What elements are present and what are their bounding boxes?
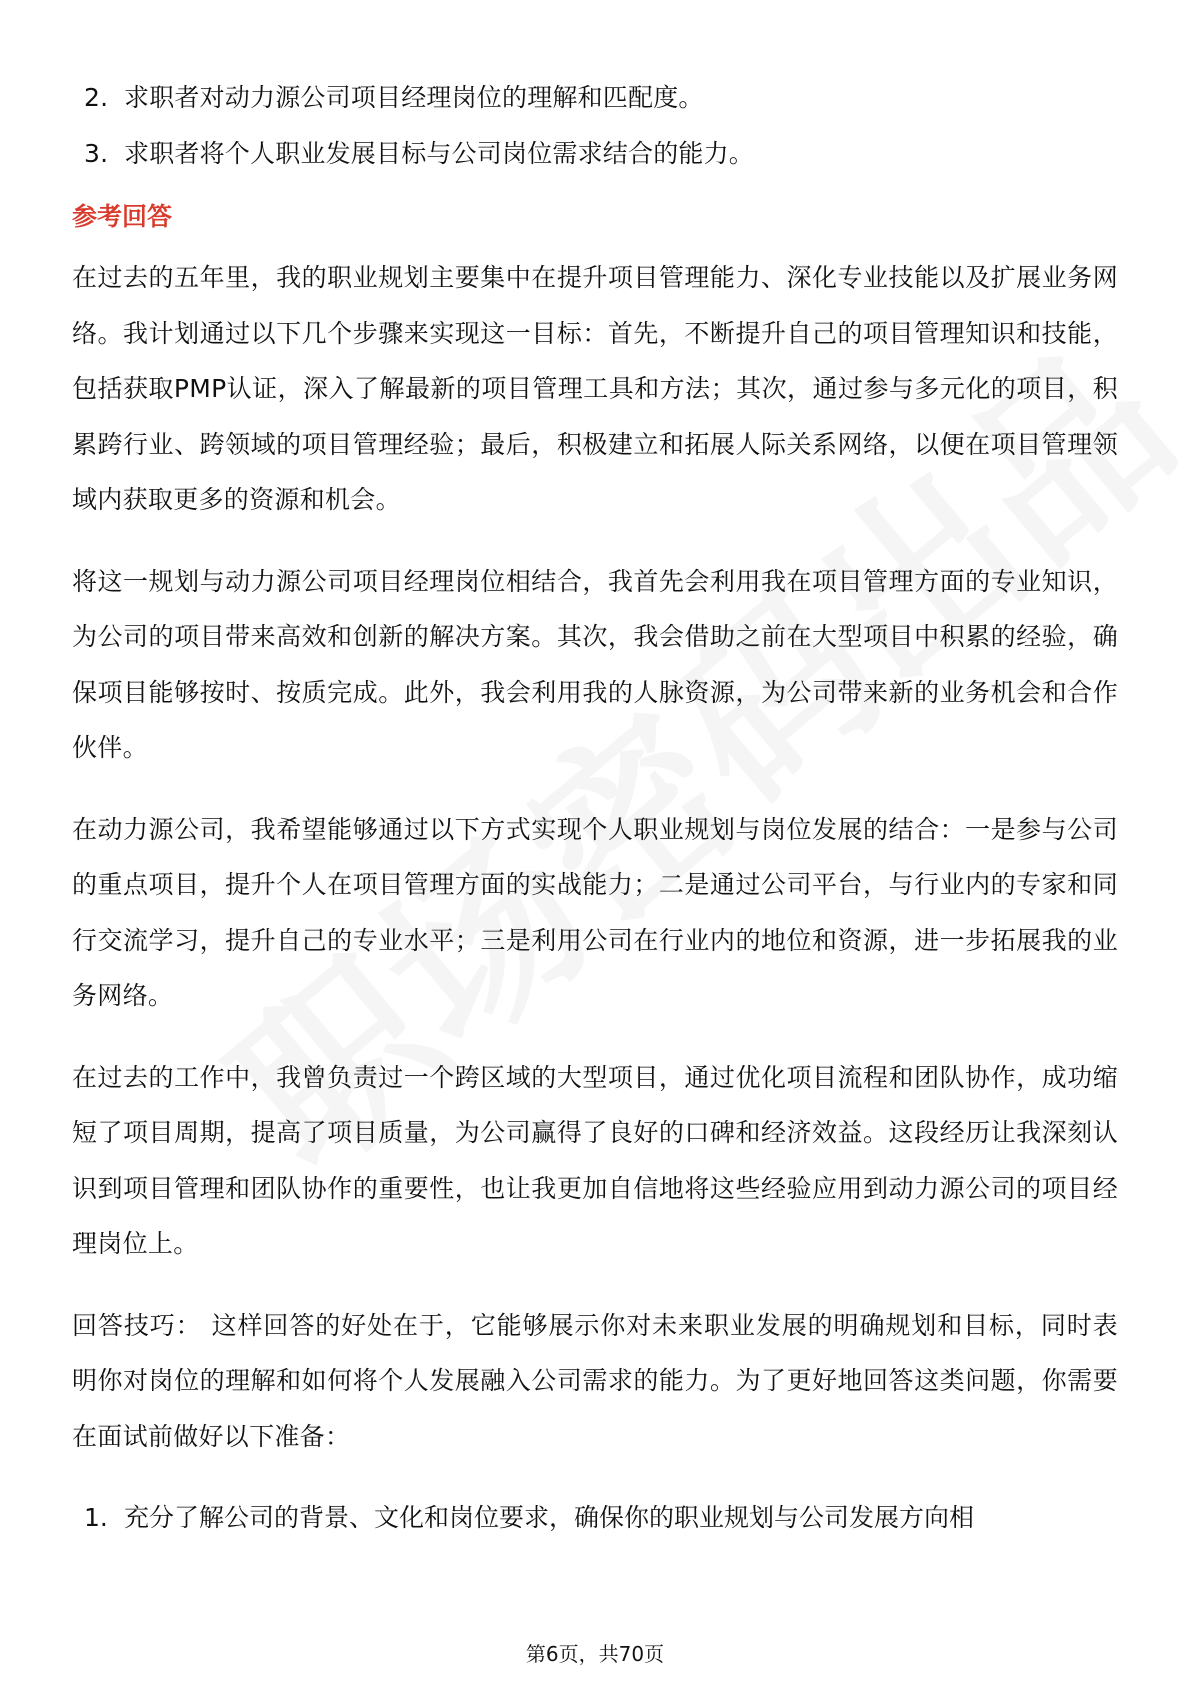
- list-item-text: 求职者对动力源公司项目经理岗位的理解和匹配度。: [124, 83, 704, 112]
- preparation-list: [72, 1490, 1118, 1545]
- evaluation-points-list: [72, 70, 1118, 182]
- page-number-footer: 第6页，共70页: [525, 1642, 665, 1666]
- answer-paragraph: 在过去的工作中，我曾负责过一个跨区域的大型项目，通过优化项目流程和团队协作，成功缩短了项目周期，提高了项目质量，为公司赢得了良好的口碑和经济效益。这段经历让我深刻认识到项目管理和团队协作的重要性，也让我更加自信地将这些经验应用到动力源公司的项目经理岗位上。: [72, 1062, 1118, 1258]
- list-item-number: 1.: [84, 1503, 108, 1532]
- answer-paragraph: 将这一规划与动力源公司项目经理岗位相结合，我首先会利用我在项目管理方面的专业知识，为公司的项目带来高效和创新的解决方案。其次，我会借助之前在大型项目中积累的经验，确保项目能够按时、按质完成。此外，我会利用我的人脉资源，为公司带来新的业务机会和合作伙伴。: [72, 566, 1118, 762]
- list-item: [72, 1490, 1118, 1545]
- list-item-number: 2.: [84, 83, 109, 112]
- answer-tips-label: 回答技巧：: [72, 1310, 202, 1340]
- section-heading-reference-answer: 参考回答: [72, 202, 173, 231]
- list-item-number: 3.: [84, 139, 109, 168]
- answer-paragraph: 在过去的五年里，我的职业规划主要集中在提升项目管理能力、深化专业技能以及扩展业务网络。我计划通过以下几个步骤来实现这一目标：首先，不断提升自己的项目管理知识和技能，包括获取PMP认证，深入了解最新的项目管理工具和方法；其次，通过参与多元化的项目，积累跨行业、跨领域的项目管理经验；最后，积极建立和拓展人际关系网络，以便在项目管理领域内获取更多的资源和机会。: [72, 263, 1118, 514]
- answer-tips-text: 这样回答的好处在于，它能够展示你对未来职业发展的明确规划和目标，同时表明你对岗位的理解和如何将个人发展融入公司需求的能力。为了更好地回答这类问题，你需要在面试前做好以下准备：: [72, 1310, 1118, 1451]
- page-content: [72, 70, 1118, 1545]
- list-item: [72, 70, 1118, 126]
- answer-tips-paragraph: [72, 1298, 1118, 1465]
- list-item-text: 充分了解公司的背景、文化和岗位要求，确保你的职业规划与公司发展方向相: [124, 1503, 975, 1532]
- list-item: [72, 126, 1118, 182]
- answer-paragraph: 在动力源公司，我希望能够通过以下方式实现个人职业规划与岗位发展的结合：一是参与公司的重点项目，提升个人在项目管理方面的实战能力；二是通过公司平台，与行业内的专家和同行交流学习，提升自己的专业水平；三是利用公司在行业内的地位和资源，进一步拓展我的业务网络。: [72, 814, 1118, 1010]
- list-item-text: 求职者将个人职业发展目标与公司岗位需求结合的能力。: [124, 139, 755, 168]
